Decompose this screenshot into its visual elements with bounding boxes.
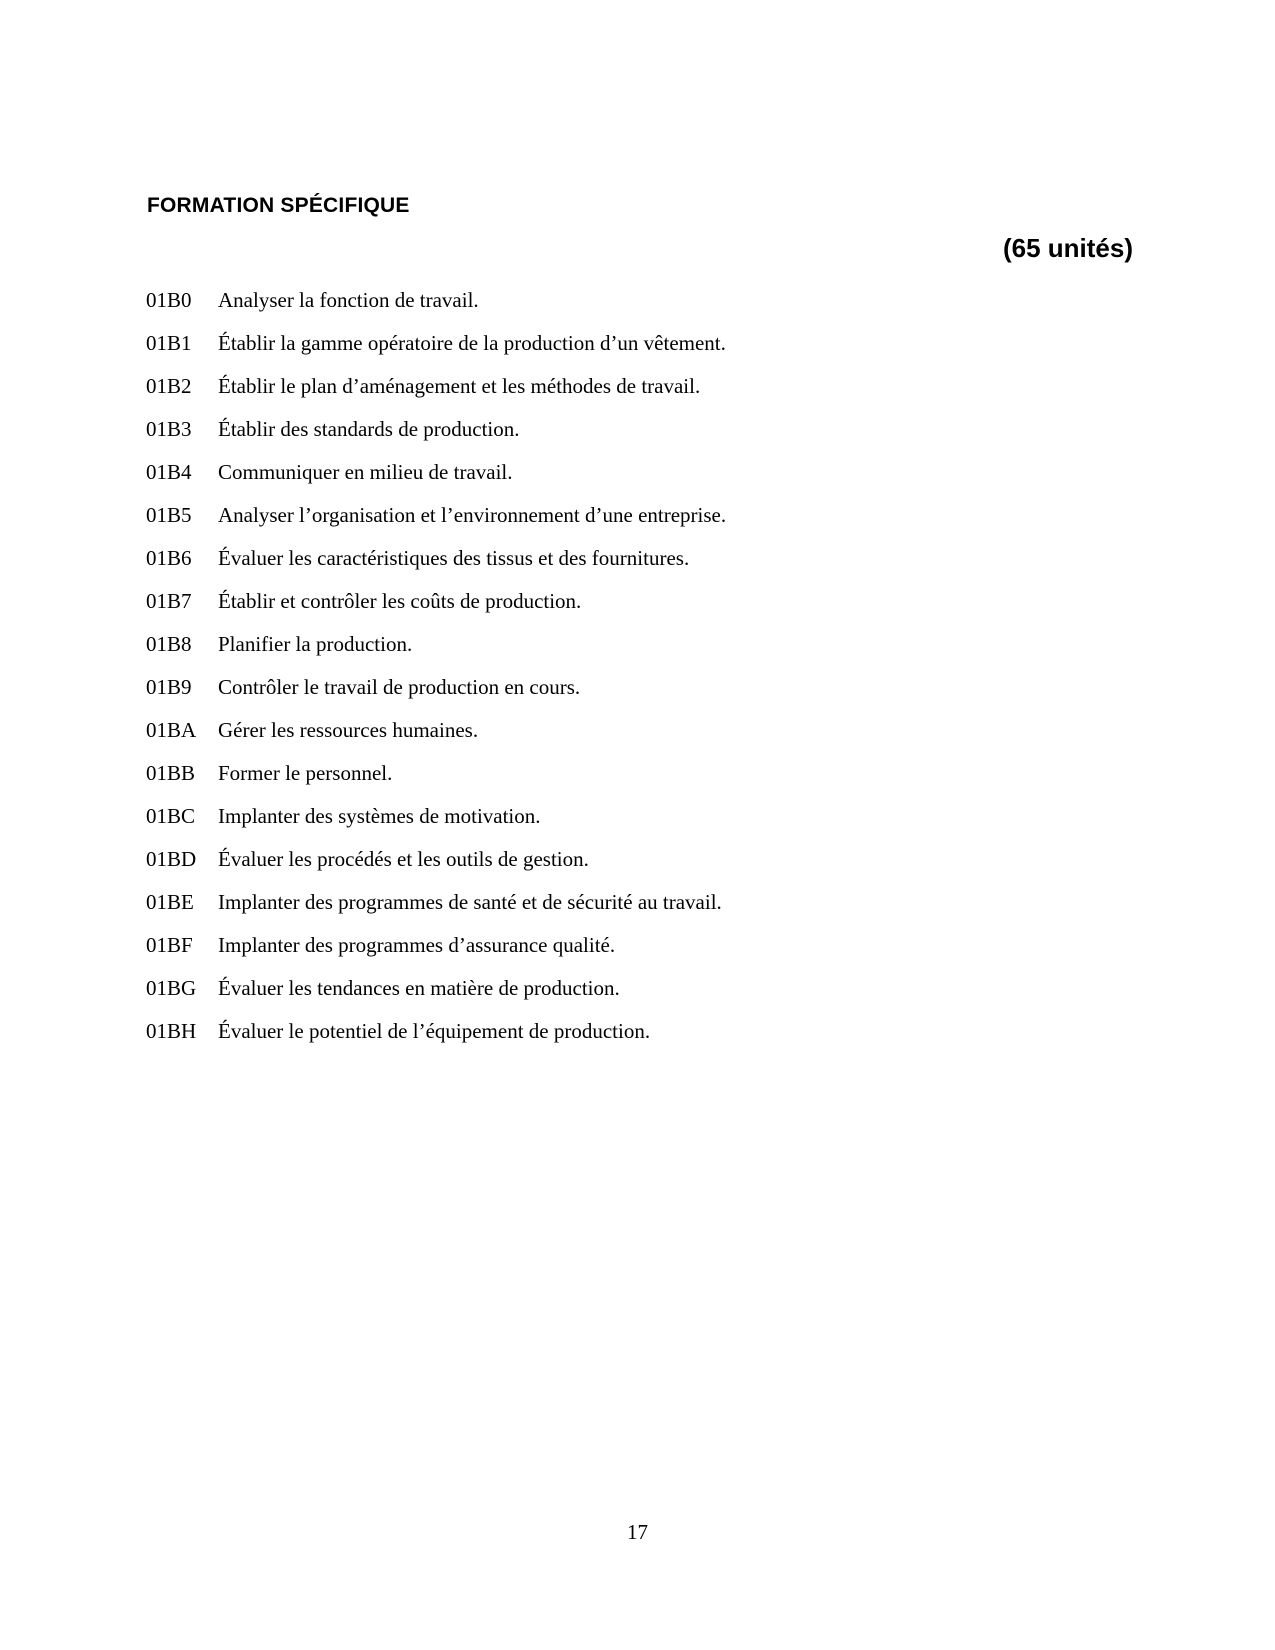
item-code: 01BD — [146, 847, 197, 871]
list-item — [146, 286, 1136, 315]
list-item — [146, 329, 1136, 358]
item-label: Évaluer les procédés et les outils de gestion. — [218, 847, 589, 871]
list-item — [146, 587, 1136, 616]
item-label: Planifier la production. — [218, 632, 413, 656]
item-label: Établir et contrôler les coûts de production. — [218, 589, 582, 613]
list-item — [146, 372, 1136, 401]
item-code: 01B7 — [146, 589, 192, 613]
item-label: Gérer les ressources humaines. — [218, 718, 479, 742]
item-label: Implanter des programmes d’assurance qualité. — [218, 933, 616, 957]
item-label: Évaluer le potentiel de l’équipement de production. — [218, 1019, 651, 1043]
item-code: 01B3 — [146, 417, 192, 441]
list-item — [146, 759, 1136, 788]
item-label: Établir des standards de production. — [218, 417, 520, 441]
item-label: Contrôler le travail de production en cours. — [218, 675, 581, 699]
list-item — [146, 888, 1136, 917]
item-label: Évaluer les tendances en matière de production. — [218, 976, 620, 1000]
item-code: 01B0 — [146, 288, 192, 312]
item-label: Établir la gamme opératoire de la production d’un vêtement. — [218, 331, 726, 355]
item-code: 01B1 — [146, 331, 192, 355]
item-code: 01BB — [146, 761, 196, 785]
section-heading: FORMATION SPÉCIFIQUE — [147, 194, 410, 218]
list-item — [146, 974, 1136, 1003]
list-item — [146, 1017, 1136, 1046]
item-label: Communiquer en milieu de travail. — [218, 460, 513, 484]
item-label: Former le personnel. — [218, 761, 393, 785]
list-item — [146, 716, 1136, 745]
list-item — [146, 415, 1136, 444]
item-code: 01BC — [146, 804, 196, 828]
list-item — [146, 544, 1136, 573]
item-code: 01BG — [146, 976, 197, 1000]
list-item — [146, 501, 1136, 530]
list-item — [146, 845, 1136, 874]
units-label: (65 unités) — [1002, 233, 1133, 263]
item-code: 01B9 — [146, 675, 192, 699]
item-code: 01BH — [146, 1019, 197, 1043]
item-label: Implanter des systèmes de motivation. — [218, 804, 541, 828]
item-label: Établir le plan d’aménagement et les méthodes de travail. — [218, 374, 701, 398]
item-code: 01BF — [146, 933, 193, 957]
list-item — [146, 802, 1136, 831]
item-code: 01B8 — [146, 632, 192, 656]
item-label: Analyser la fonction de travail. — [218, 288, 479, 312]
objectives-list — [146, 286, 1136, 1060]
list-item — [146, 458, 1136, 487]
item-code: 01BE — [146, 890, 194, 914]
item-label: Analyser l’organisation et l’environnement d’une entreprise. — [218, 503, 727, 527]
item-code: 01B2 — [146, 374, 192, 398]
item-code: 01BA — [146, 718, 197, 742]
item-code: 01B5 — [146, 503, 192, 527]
item-code: 01B6 — [146, 546, 192, 570]
list-item — [146, 673, 1136, 702]
item-label: Implanter des programmes de santé et de sécurité au travail. — [218, 890, 722, 914]
page-number: 17 — [627, 1520, 648, 1544]
list-item — [146, 931, 1136, 960]
list-item — [146, 630, 1136, 659]
item-code: 01B4 — [146, 460, 192, 484]
item-label: Évaluer les caractéristiques des tissus et des fournitures. — [218, 546, 690, 570]
